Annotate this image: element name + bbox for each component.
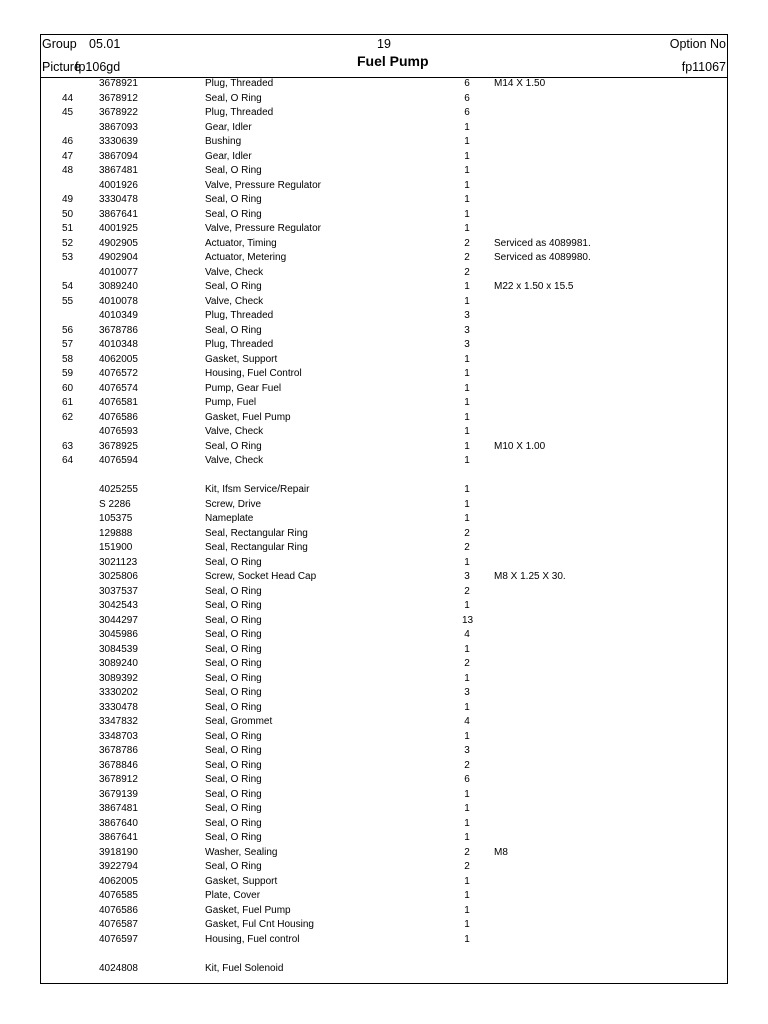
part-number: 3678912: [99, 774, 138, 785]
part-number: 3042543: [99, 600, 138, 611]
ref-number: 64: [62, 455, 74, 466]
part-number: 4024808: [99, 962, 138, 974]
table-row: [0, 628, 768, 643]
part-description: Gasket, Support: [205, 875, 278, 887]
table-row: [0, 701, 768, 716]
part-description: Valve, Check: [205, 455, 264, 466]
table-row: [0, 411, 768, 426]
part-number: 3348703: [99, 730, 138, 742]
part-description: Plate, Cover: [205, 890, 261, 901]
picture-label: Picture: [42, 60, 81, 74]
quantity: 6: [464, 107, 470, 118]
part-number: 3678925: [99, 440, 138, 452]
table-row: [0, 469, 768, 484]
part-description: Seal, O Ring: [205, 672, 262, 684]
part-description: Seal, O Ring: [205, 92, 262, 104]
quantity: 1: [464, 295, 470, 307]
part-number: 151900: [99, 542, 133, 553]
table-row: [0, 309, 768, 324]
remarks: M22 x 1.50 x 15.5: [494, 281, 574, 292]
table-row: [0, 440, 768, 455]
part-number: 3678922: [99, 107, 138, 118]
part-number: 3330639: [99, 136, 138, 147]
part-description: Seal, O Ring: [205, 208, 262, 220]
table-row: [0, 570, 768, 585]
table-row: [0, 657, 768, 672]
table-row: [0, 599, 768, 614]
part-number: 3867481: [99, 803, 138, 814]
quantity: 2: [464, 527, 470, 539]
quantity: 1: [464, 875, 470, 887]
part-number: 4010077: [99, 266, 138, 278]
part-description: Screw, Drive: [205, 498, 262, 510]
quantity: 1: [464, 223, 470, 234]
part-number: 4076572: [99, 368, 138, 379]
part-number: 4076574: [99, 382, 138, 394]
ref-number: 57: [62, 339, 74, 350]
quantity: 1: [464, 933, 470, 945]
quantity: 3: [464, 310, 470, 321]
ref-number: 50: [62, 208, 74, 220]
quantity: 1: [464, 832, 470, 843]
quantity: 1: [464, 179, 470, 191]
quantity: 4: [464, 716, 470, 727]
ref-number: 55: [62, 295, 74, 307]
quantity: 1: [464, 136, 470, 147]
table-row: [0, 889, 768, 904]
page-header: [40, 34, 728, 78]
table-row: [0, 541, 768, 556]
part-description: Plug, Threaded: [205, 339, 274, 350]
table-row: [0, 295, 768, 310]
table-row: [0, 556, 768, 571]
part-description: Nameplate: [205, 513, 254, 524]
part-description: Seal, Rectangular Ring: [205, 527, 308, 539]
part-description: Seal, O Ring: [205, 687, 262, 698]
part-description: Pump, Gear Fuel: [205, 382, 282, 394]
part-description: Seal, O Ring: [205, 440, 262, 452]
table-row: [0, 338, 768, 353]
part-number: 3867094: [99, 150, 138, 162]
part-number: 4025255: [99, 484, 138, 495]
remarks: Serviced as 4089981.: [494, 237, 591, 249]
table-row: [0, 353, 768, 368]
quantity: 3: [464, 571, 470, 582]
part-number: 3867481: [99, 165, 138, 176]
group-label: Group: [42, 37, 77, 51]
quantity: 2: [464, 585, 470, 597]
part-description: Washer, Sealing: [205, 846, 278, 858]
part-number: 3347832: [99, 716, 138, 727]
part-number: 4076594: [99, 455, 138, 466]
quantity: 1: [464, 513, 470, 524]
quantity: 1: [464, 904, 470, 916]
ref-number: 47: [62, 150, 74, 162]
quantity: 1: [464, 484, 470, 495]
part-description: Gear, Idler: [205, 121, 252, 133]
ref-number: 63: [62, 440, 74, 452]
part-number: 3867641: [99, 208, 138, 220]
part-description: Seal, Rectangular Ring: [205, 542, 308, 553]
table-row: [0, 483, 768, 498]
table-row: [0, 643, 768, 658]
part-number: 3922794: [99, 861, 138, 872]
table-row: [0, 425, 768, 440]
quantity: 1: [464, 411, 470, 423]
page-title: Fuel Pump: [357, 53, 429, 69]
part-number: S 2286: [99, 498, 131, 510]
part-number: 3678786: [99, 745, 138, 756]
group-value: 05.01: [89, 37, 121, 51]
table-row: [0, 208, 768, 223]
table-row: [0, 106, 768, 121]
ref-number: 53: [62, 252, 74, 263]
part-description: Seal, O Ring: [205, 556, 262, 568]
part-description: Seal, O Ring: [205, 658, 262, 669]
part-description: Seal, O Ring: [205, 745, 262, 756]
part-description: Screw, Socket Head Cap: [205, 571, 317, 582]
ref-number: 62: [62, 411, 74, 423]
part-number: 3678921: [99, 78, 138, 89]
table-row: [0, 527, 768, 542]
table-row: [0, 947, 768, 962]
part-description: Gear, Idler: [205, 150, 252, 162]
part-description: Valve, Pressure Regulator: [205, 223, 321, 234]
part-description: Seal, O Ring: [205, 817, 262, 829]
ref-number: 45: [62, 107, 74, 118]
quantity: 1: [464, 397, 470, 408]
quantity: 2: [464, 846, 470, 858]
quantity: 1: [464, 165, 470, 176]
table-row: [0, 92, 768, 107]
table-row: [0, 77, 768, 92]
part-description: Seal, O Ring: [205, 614, 262, 626]
quantity: 1: [464, 803, 470, 814]
part-number: 4010078: [99, 295, 138, 307]
quantity: 1: [464, 281, 470, 292]
part-number: 4076587: [99, 919, 138, 930]
quantity: 6: [464, 78, 470, 89]
part-number: 4076593: [99, 426, 138, 437]
quantity: 1: [464, 730, 470, 742]
part-description: Seal, O Ring: [205, 774, 262, 785]
part-description: Actuator, Metering: [205, 252, 287, 263]
option-value: fp11067: [681, 60, 726, 74]
part-number: 4001926: [99, 179, 138, 191]
table-row: [0, 179, 768, 194]
quantity: 1: [464, 382, 470, 394]
table-row: [0, 846, 768, 861]
quantity: 1: [464, 643, 470, 655]
part-description: Plug, Threaded: [205, 107, 274, 118]
part-number: 4076585: [99, 890, 138, 901]
part-number: 3025806: [99, 571, 138, 582]
table-row: [0, 193, 768, 208]
part-description: Seal, O Ring: [205, 832, 262, 843]
part-description: Actuator, Timing: [205, 237, 277, 249]
part-description: Kit, Ifsm Service/Repair: [205, 484, 310, 495]
part-description: Seal, O Ring: [205, 803, 262, 814]
quantity: 1: [464, 440, 470, 452]
quantity: 3: [464, 687, 470, 698]
quantity: 3: [464, 324, 470, 336]
table-row: [0, 773, 768, 788]
part-number: 4076581: [99, 397, 138, 408]
part-number: 4010349: [99, 310, 138, 321]
table-row: [0, 237, 768, 252]
part-number: 3867640: [99, 817, 138, 829]
part-number: 3918190: [99, 846, 138, 858]
picture-value: fp106gd: [75, 60, 121, 74]
quantity: 1: [464, 788, 470, 800]
quantity: 1: [464, 353, 470, 365]
part-number: 3044297: [99, 614, 138, 626]
table-row: [0, 962, 768, 977]
part-description: Seal, O Ring: [205, 701, 262, 713]
quantity: 1: [464, 194, 470, 205]
table-row: [0, 367, 768, 382]
table-row: [0, 918, 768, 933]
quantity: 1: [464, 121, 470, 133]
part-description: Seal, O Ring: [205, 643, 262, 655]
part-description: Seal, O Ring: [205, 629, 262, 640]
part-number: 4076586: [99, 411, 138, 423]
part-number: 3037537: [99, 585, 138, 597]
quantity: 1: [464, 817, 470, 829]
table-row: [0, 396, 768, 411]
quantity: 1: [464, 150, 470, 162]
quantity: 1: [464, 498, 470, 510]
part-number: 3021123: [99, 556, 138, 568]
part-number: 3678912: [99, 92, 138, 104]
part-description: Seal, O Ring: [205, 194, 262, 205]
part-description: Seal, O Ring: [205, 759, 262, 771]
ref-number: 61: [62, 397, 74, 408]
quantity: 1: [464, 672, 470, 684]
table-row: [0, 266, 768, 281]
part-number: 3330202: [99, 687, 138, 698]
table-row: [0, 759, 768, 774]
quantity: 1: [464, 368, 470, 379]
ref-number: 59: [62, 368, 74, 379]
option-label: Option No: [669, 37, 726, 51]
part-description: Seal, O Ring: [205, 281, 262, 292]
quantity: 1: [464, 600, 470, 611]
part-description: Bushing: [205, 136, 242, 147]
ref-number: 48: [62, 165, 74, 176]
part-description: Seal, O Ring: [205, 324, 262, 336]
part-description: Gasket, Fuel Pump: [205, 411, 291, 423]
ref-number: 52: [62, 237, 74, 249]
part-description: Plug, Threaded: [205, 78, 274, 89]
table-row: [0, 121, 768, 136]
ref-number: 54: [62, 281, 74, 292]
part-number: 3330478: [99, 194, 138, 205]
part-description: Gasket, Support: [205, 353, 278, 365]
part-description: Valve, Check: [205, 266, 264, 278]
quantity: 1: [464, 556, 470, 568]
part-description: Seal, O Ring: [205, 788, 262, 800]
part-number: 3679139: [99, 788, 138, 800]
table-row: [0, 672, 768, 687]
part-number: 3045986: [99, 629, 138, 640]
part-number: 4001925: [99, 223, 138, 234]
table-row: [0, 382, 768, 397]
table-row: [0, 904, 768, 919]
part-description: Pump, Fuel: [205, 397, 257, 408]
table-row: [0, 324, 768, 339]
part-description: Seal, O Ring: [205, 165, 262, 176]
table-row: [0, 831, 768, 846]
remarks: Serviced as 4089980.: [494, 252, 591, 263]
quantity: 1: [464, 890, 470, 901]
quantity: 1: [464, 208, 470, 220]
ref-number: 44: [62, 92, 74, 104]
part-description: Seal, O Ring: [205, 861, 262, 872]
part-number: 3867093: [99, 121, 138, 133]
quantity: 2: [464, 252, 470, 263]
part-number: 4902905: [99, 237, 138, 249]
part-number: 4062005: [99, 875, 138, 887]
table-row: [0, 512, 768, 527]
part-description: Seal, O Ring: [205, 585, 262, 597]
table-row: [0, 933, 768, 948]
quantity: 2: [464, 542, 470, 553]
table-row: [0, 730, 768, 745]
ref-number: 46: [62, 136, 74, 147]
quantity: 2: [464, 861, 470, 872]
part-description: Valve, Pressure Regulator: [205, 179, 321, 191]
table-row: [0, 614, 768, 629]
quantity: 2: [464, 759, 470, 771]
part-number: 4076586: [99, 904, 138, 916]
quantity: 2: [464, 237, 470, 249]
part-description: Seal, O Ring: [205, 600, 262, 611]
table-row: [0, 715, 768, 730]
ref-number: 51: [62, 223, 74, 234]
quantity: 3: [464, 339, 470, 350]
table-row: [0, 686, 768, 701]
part-description: Housing, Fuel Control: [205, 368, 302, 379]
table-row: [0, 788, 768, 803]
table-row: [0, 164, 768, 179]
quantity: 2: [464, 266, 470, 278]
part-description: Gasket, Fuel Pump: [205, 904, 291, 916]
part-number: 4902904: [99, 252, 138, 263]
table-row: [0, 222, 768, 237]
quantity: 13: [462, 614, 474, 626]
quantity: 3: [464, 745, 470, 756]
table-row: [0, 454, 768, 469]
part-number: 3678846: [99, 759, 138, 771]
table-row: [0, 280, 768, 295]
part-description: Housing, Fuel control: [205, 933, 300, 945]
part-number: 4010348: [99, 339, 138, 350]
part-number: 105375: [99, 513, 133, 524]
table-row: [0, 817, 768, 832]
table-row: [0, 251, 768, 266]
table-row: [0, 875, 768, 890]
remarks: M10 X 1.00: [494, 440, 546, 452]
part-number: 3330478: [99, 701, 138, 713]
quantity: 1: [464, 919, 470, 930]
part-number: 4062005: [99, 353, 138, 365]
table-row: [0, 135, 768, 150]
quantity: 1: [464, 701, 470, 713]
table-row: [0, 744, 768, 759]
remarks: M14 X 1.50: [494, 78, 546, 89]
part-number: 129888: [99, 527, 133, 539]
ref-number: 60: [62, 382, 74, 394]
page-number: 19: [377, 37, 391, 51]
remarks: M8 X 1.25 X 30.: [494, 571, 566, 582]
part-number: 3867641: [99, 832, 138, 843]
quantity: 6: [464, 92, 470, 104]
quantity: 4: [464, 629, 470, 640]
part-number: 3678786: [99, 324, 138, 336]
part-number: 3084539: [99, 643, 138, 655]
part-description: Kit, Fuel Solenoid: [205, 962, 284, 974]
quantity: 2: [464, 658, 470, 669]
part-description: Plug, Threaded: [205, 310, 274, 321]
part-description: Valve, Check: [205, 295, 264, 307]
part-description: Seal, O Ring: [205, 730, 262, 742]
part-number: 3089240: [99, 281, 138, 292]
quantity: 6: [464, 774, 470, 785]
part-description: Seal, Grommet: [205, 716, 273, 727]
ref-number: 58: [62, 353, 74, 365]
table-row: [0, 585, 768, 600]
table-row: [0, 498, 768, 513]
part-description: Gasket, Ful Cnt Housing: [205, 919, 314, 930]
part-number: 3089392: [99, 672, 138, 684]
table-row: [0, 860, 768, 875]
part-number: 4076597: [99, 933, 138, 945]
ref-number: 49: [62, 194, 74, 205]
quantity: 1: [464, 455, 470, 466]
ref-number: 56: [62, 324, 74, 336]
table-row: [0, 802, 768, 817]
remarks: M8: [494, 846, 508, 858]
part-description: Valve, Check: [205, 426, 264, 437]
quantity: 1: [464, 426, 470, 437]
part-number: 3089240: [99, 658, 138, 669]
table-row: [0, 150, 768, 165]
